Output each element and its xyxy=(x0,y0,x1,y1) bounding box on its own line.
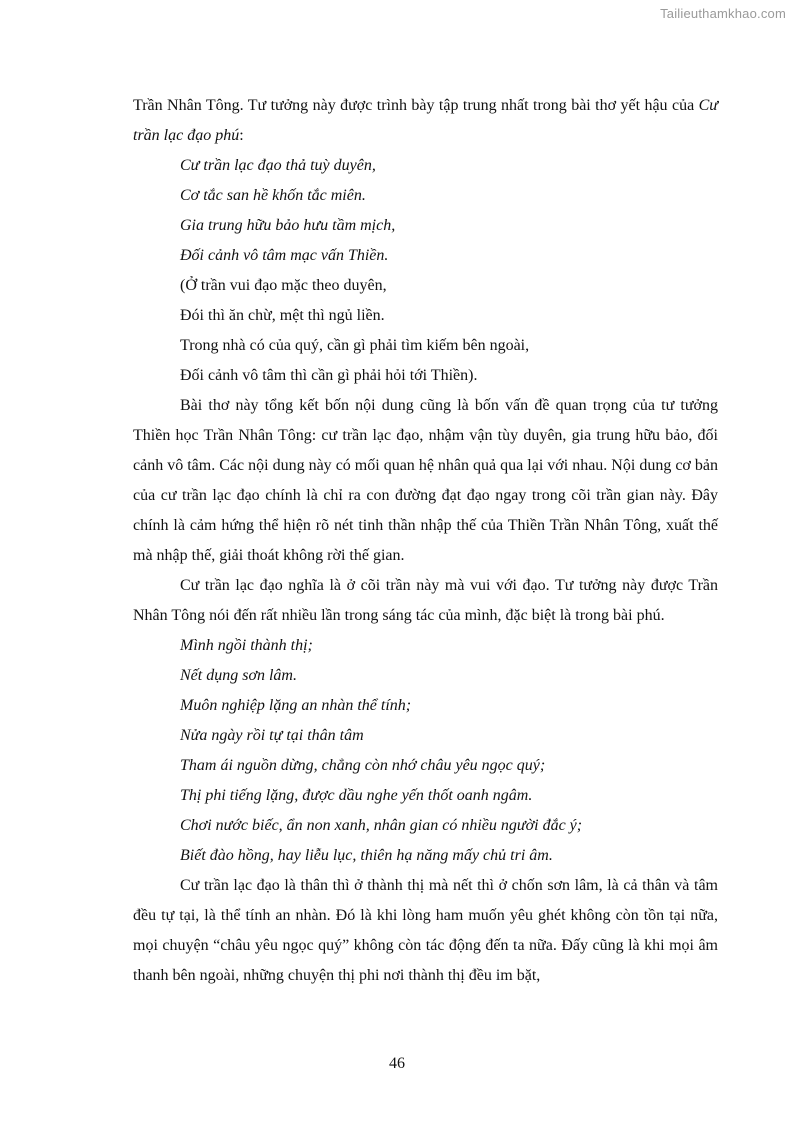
verse-line: Cư trần lạc đạo thả tuỳ duyên, xyxy=(180,157,376,174)
verse-phu xyxy=(180,631,718,871)
verse-line: Cơ tắc san hề khốn tắc miên. xyxy=(180,187,366,204)
verse-line: Nửa ngày rồi tự tại thân tâm xyxy=(180,727,364,744)
paragraph-intro-colon: : xyxy=(239,127,244,144)
verse-line: Muôn nghiệp lặng an nhàn thể tính; xyxy=(180,697,412,714)
work-title: Cư trần lạc đạo phú xyxy=(133,97,718,144)
paragraph-intro-text: Trần Nhân Tông. Tư tưởng này được trình bày tập trung nhất trong bài thơ yết hậu của xyxy=(133,97,699,114)
paragraph-meaning: Cư trần lạc đạo nghĩa là ở cõi trần này mà vui với đạo. Tư tưởng này được Trần Nhân Tông nói đến rất nhiều lần trong sáng tác của mình, đặc biệt là trong bài phú. xyxy=(133,577,718,624)
paragraph-summary: Bài thơ này tổng kết bốn nội dung cũng là bốn vấn đề quan trọng của tư tưởng Thiền học Trần Nhân Tông: cư trần lạc đạo, nhậm vận tùy duyên, gia trung hữu bảo, đối cảnh vô tâm. Các nội dung này có mối quan hệ nhân quả qua lại với nhau. Nội dung cơ bản của cư trần lạc đạo chính là chỉ ra con đường đạt đạo ngay trong cõi trần gian này. Đây chính là cảm hứng thể hiện rõ nét tinh thần nhập thế của Thiền Trần Nhân Tông, xuất thế mà nhập thế, giải thoát không rời thế gian. xyxy=(133,397,718,564)
verse-translation xyxy=(180,271,718,391)
page-number: 46 xyxy=(389,1055,405,1072)
paragraph-explanation: Cư trần lạc đạo là thân thì ở thành thị mà nết thì ở chốn sơn lâm, là cả thân và tâm đều tự tại, là thể tính an nhàn. Đó là khi lòng ham muốn yêu ghét không còn tồn tại nữa, mọi chuyện “châu yêu ngọc quý” không còn tác động đến ta nữa. Đấy cũng là khi mọi âm thanh bên ngoài, những chuyện thị phi nơi thành thị đều im bặt, xyxy=(133,877,718,984)
verse-line: Mình ngồi thành thị; xyxy=(180,637,313,654)
verse-original xyxy=(180,151,718,271)
verse-line: Thị phi tiếng lặng, được dầu nghe yến thốt oanh ngâm. xyxy=(180,787,533,804)
verse-line: Đối cảnh vô tâm mạc vấn Thiền. xyxy=(180,247,389,264)
verse-line: (Ở trần vui đạo mặc theo duyên, xyxy=(180,277,387,294)
verse-line: Tham ái nguồn dừng, chẳng còn nhớ châu yêu ngọc quý; xyxy=(180,757,546,774)
page-content xyxy=(133,91,718,991)
verse-line: Chơi nước biếc, ẩn non xanh, nhân gian có nhiều người đắc ý; xyxy=(180,817,583,834)
verse-line: Biết đào hồng, hay liễu lục, thiên hạ năng mấy chủ tri âm. xyxy=(180,847,553,864)
verse-line: Trong nhà có của quý, cần gì phải tìm kiếm bên ngoài, xyxy=(180,337,530,354)
verse-line: Đói thì ăn chừ, mệt thì ngủ liền. xyxy=(180,307,385,324)
verse-line: Nết dụng sơn lâm. xyxy=(180,667,297,684)
verse-line: Gia trung hữu bảo hưu tầm mịch, xyxy=(180,217,396,234)
verse-line: Đối cảnh vô tâm thì cần gì phải hỏi tới Thiền). xyxy=(180,367,478,384)
watermark: Tailieuthamkhao.com xyxy=(660,6,786,21)
paragraph-intro xyxy=(133,91,718,151)
